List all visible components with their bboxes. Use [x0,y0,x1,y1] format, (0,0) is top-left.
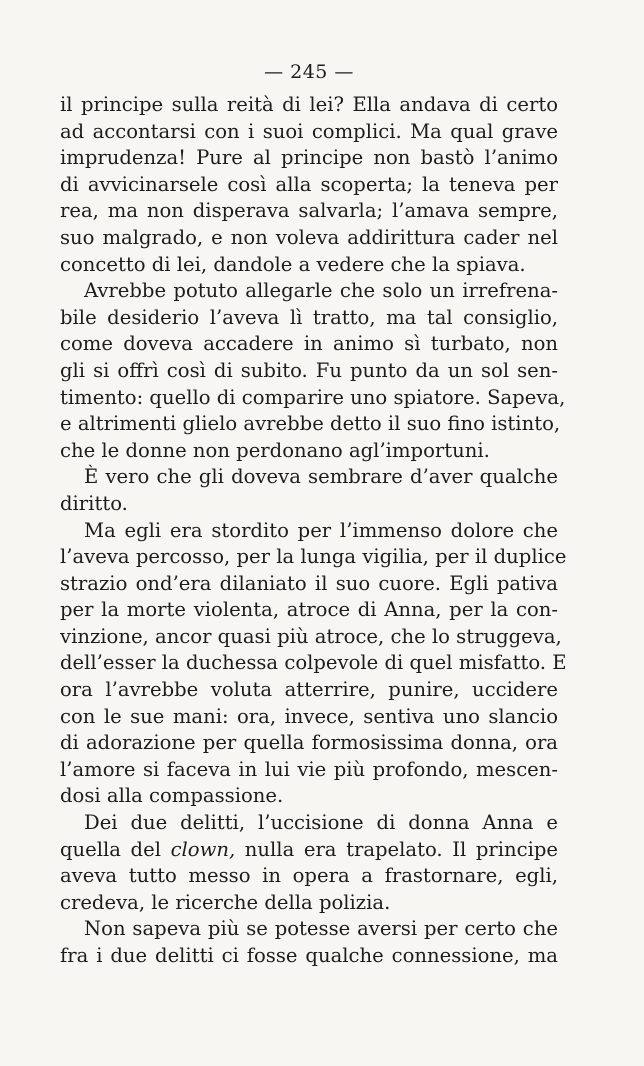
text-line: per la morte violenta, atroce di Anna, per la con- [60,598,558,622]
text-line: strazio ond’era dilaniato il suo cuore. Egli pativa [60,571,558,595]
text-line: Ma egli era stordito per l’immenso dolore che [84,518,558,542]
text-line: di avvicinarsele così alla scoperta; la teneva per [60,172,558,196]
text-line: diritto. [60,491,128,515]
book-page [60,58,567,970]
text-line: che le donne non perdonano agl’importuni. [60,438,490,462]
text-line: di adorazione per quella formosissima donna, ora [60,731,558,755]
text-line: dell’esser la duchessa colpevole di quel misfatto. E [60,651,567,675]
text-line: vinzione, ancor quasi più atroce, che lo struggeva, [60,624,562,648]
text-line: l’amore si faceva in lui vie più profondo, mescen- [60,757,558,781]
text-line: ad accontarsi con i suoi complici. Ma qual grave [60,119,558,143]
text-line: Non sapeva più se potesse aversi per certo che [84,917,558,941]
text-line: imprudenza! Pure al principe non bastò l’animo [60,146,558,170]
italic-word: clown, [170,837,236,861]
text-line [60,837,558,864]
text-line: e altrimenti glielo avrebbe detto il suo fino istinto, [60,412,561,436]
text-line: credeva, le ricerche della polizia. [60,890,391,914]
text-line: suo malgrado, e non voleva addirittura cader nel [60,225,558,249]
text-line: concetto di lei, dandole a vedere che la spiava. [60,252,526,276]
text-line: È vero che gli doveva sembrare d’aver qualche [84,465,558,489]
text-segment: nulla era trapelato. Il principe [235,837,558,861]
text-line: fra i due delitti ci fosse qualche connessione, ma [60,944,558,967]
page-number: — 245 — [264,61,354,83]
text-line: Avrebbe potuto allegarle che solo un irrefrena- [84,279,558,303]
text-line: timento: quello di comparire uno spiatore. Sapeva, [60,385,566,409]
text-line: come doveva accadere in animo sì turbato, non [60,332,558,356]
text-line: gli si offrì così di subito. Fu punto da un sol sen- [60,358,558,382]
text-segment: quella del [60,837,171,861]
text-line: aveva tutto messo in opera a frastornare, egli, [60,864,558,888]
text-line: bile desiderio l’aveva lì tratto, ma tal consiglio, [60,305,558,329]
text-line: l’aveva percosso, per la lunga vigilia, per il duplice [60,545,567,569]
text-line: con le sue mani: ora, invece, sentiva uno slancio [60,704,558,728]
text-line: il principe sulla reità di lei? Ella andava di certo [60,93,558,116]
text-line: Dei due delitti, l’uccisione di donna Anna e [84,811,558,835]
text-line: ora l’avrebbe voluta atterrire, punire, uccidere [60,678,558,702]
text-line: rea, ma non disperava salvarla; l’amava sempre, [60,199,558,223]
text-block [60,92,567,970]
text-line: dosi alla compassione. [60,784,284,808]
